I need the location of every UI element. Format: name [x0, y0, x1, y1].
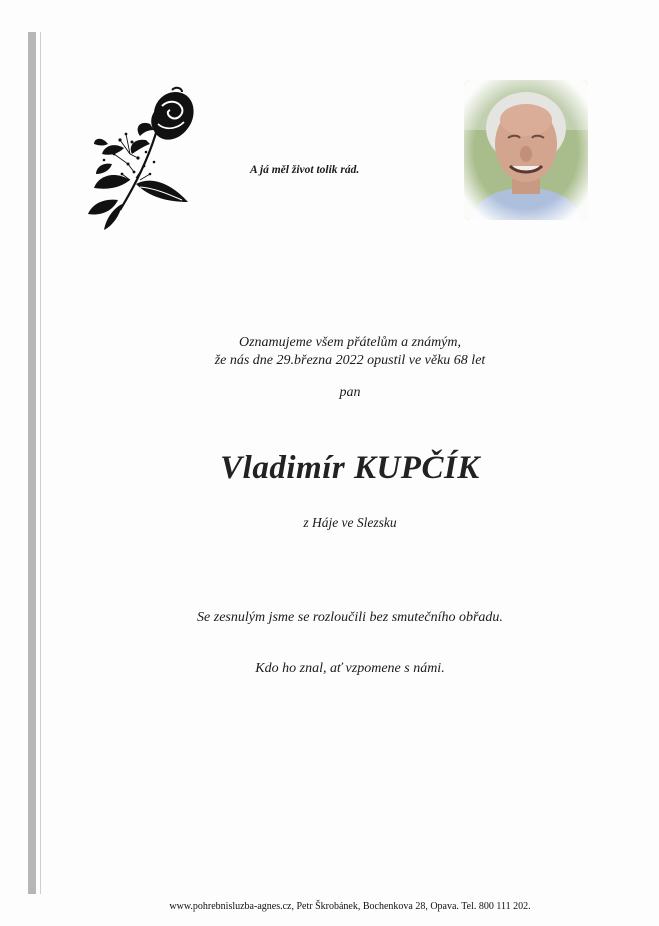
- deceased-name: Vladimír KUPČÍK: [220, 450, 480, 486]
- footer-contact: www.pohrebnisluzba-agnes.cz, Petr Škrobánek, Bochenkova 28, Opava. Tel. 800 111 202.: [169, 901, 531, 912]
- ceremony-statement: Se zesnulým jsme se rozloučili bez smutečního obřadu.: [197, 610, 503, 625]
- left-border-bar: [28, 32, 36, 894]
- announcement: [41, 334, 659, 370]
- origin-text: z Háje ve Slezsku: [303, 515, 397, 530]
- remembrance-text: Kdo ho znal, ať vzpomene s námi.: [255, 661, 445, 676]
- portrait-photo: [464, 80, 588, 220]
- motto-text: A já měl život tolik rád.: [250, 164, 360, 176]
- announcement-line-2: že nás dne 29.března 2022 opustil ve věku 68 let: [214, 353, 486, 368]
- honorific: pan: [339, 385, 361, 400]
- announcement-line-1: Oznamujeme všem přátelům a známým,: [238, 335, 462, 350]
- rose-illustration: [84, 84, 196, 230]
